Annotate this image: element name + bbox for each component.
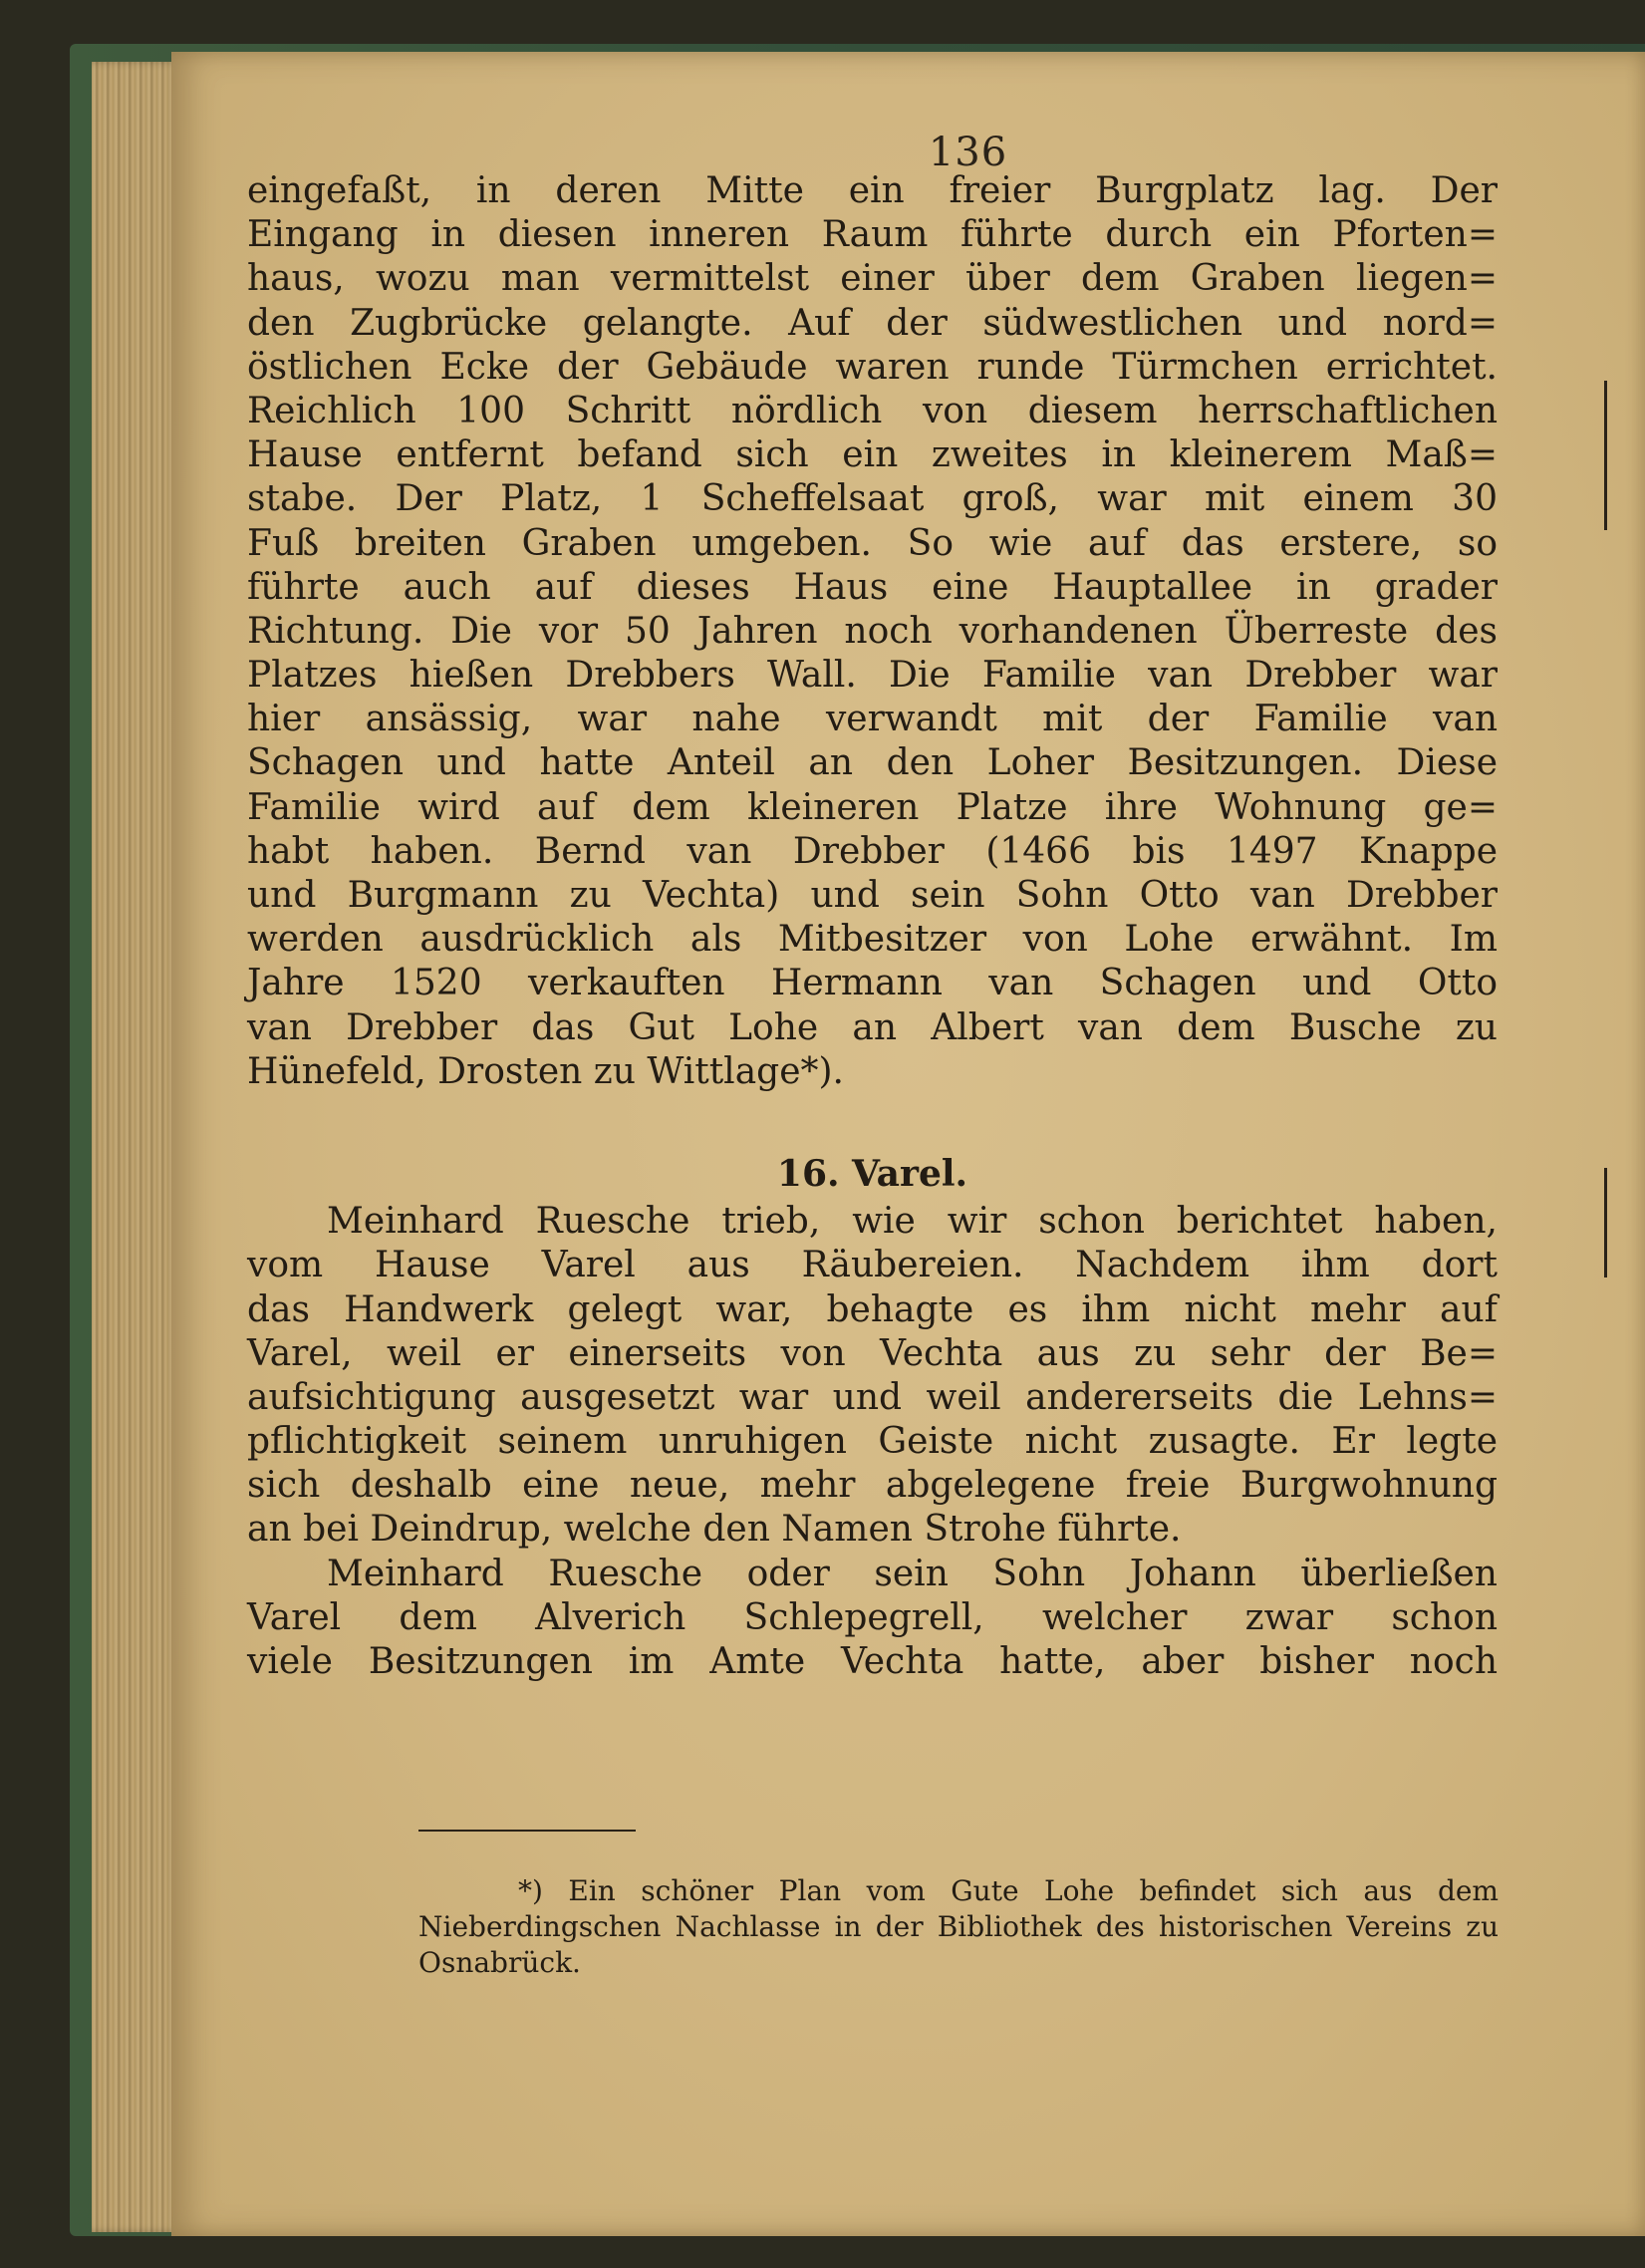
text-line: Eingang in diesen inneren Raum führte durch ein Pforten= (247, 214, 1498, 256)
text-line: Varel, weil er einerseits von Vechta aus zu sehr der Be= (247, 1332, 1498, 1374)
binding-mark (1604, 381, 1607, 530)
text-line: viele Besitzungen im Amte Vechta hatte, aber bisher noch (247, 1641, 1498, 1682)
text-line: Platzes hießen Drebbers Wall. Die Familie van Drebber war (247, 655, 1498, 697)
text-line: aufsichtigung ausgesetzt war und weil andererseits die Lehns= (247, 1376, 1498, 1418)
section-heading: 16. Varel. (776, 1152, 968, 1195)
text-line: Richtung. Die vor 50 Jahren noch vorhandenen Überreste des (247, 610, 1498, 652)
text-line: führte auch auf dieses Haus eine Hauptallee in grader (247, 566, 1498, 608)
text-line: den Zugbrücke gelangte. Auf der südwestlichen und nord= (247, 302, 1498, 344)
binding-mark (1604, 1168, 1607, 1277)
footnote (418, 1873, 1499, 1981)
text-line: östlichen Ecke der Gebäude waren runde Türmchen errichtet. (247, 346, 1498, 388)
text-line: Hause entfernt befand sich ein zweites in kleinerem Maß= (247, 434, 1498, 476)
text-line: werden ausdrücklich als Mitbesitzer von Lohe erwähnt. Im (247, 919, 1498, 961)
text-line: an bei Deindrup, welche den Namen Strohe führte. (247, 1509, 1182, 1551)
footnote-line: *) Ein schöner Plan vom Gute Lohe befindet sich aus dem (518, 1874, 1499, 1907)
text-line: van Drebber das Gut Lohe an Albert van dem Busche zu (247, 1006, 1498, 1048)
body-text (247, 169, 1498, 1684)
text-line: pflichtigkeit seinem unruhigen Geiste nicht zusagte. Er legte (247, 1421, 1498, 1463)
text-line: das Handwerk gelegt war, behagte es ihm nicht mehr auf (247, 1288, 1498, 1330)
footnote-line: Osnabrück. (418, 1946, 581, 1979)
text-line: und Burgmann zu Vechta) und sein Sohn Otto van Drebber (247, 875, 1498, 916)
text-line: hier ansässig, war nahe verwandt mit der Familie van (247, 699, 1498, 740)
text-line: Varel dem Alverich Schlepegrell, welcher zwar schon (247, 1596, 1498, 1638)
text-line: Fuß breiten Graben umgeben. So wie auf das erstere, so (247, 522, 1498, 564)
text-line: Familie wird auf dem kleineren Platze ihre Wohnung ge= (247, 786, 1498, 828)
text-line: Schagen und hatte Anteil an den Loher Besitzungen. Diese (247, 742, 1498, 784)
text-line: Meinhard Ruesche trieb, wie wir schon berichtet haben, (327, 1201, 1498, 1243)
text-line: Hünefeld, Drosten zu Wittlage*). (247, 1050, 844, 1092)
text-line: sich deshalb eine neue, mehr abgelegene freie Burgwohnung (247, 1465, 1498, 1507)
footnote-line: Nieberdingschen Nachlasse in der Bibliothek des historischen Vereins zu (418, 1910, 1499, 1943)
text-line: Reichlich 100 Schritt nördlich von diesem herrschaftlichen (247, 390, 1498, 431)
text-line: Meinhard Ruesche oder sein Sohn Johann überließen (327, 1553, 1498, 1594)
text-line: Jahre 1520 verkauften Hermann van Schagen und Otto (247, 963, 1498, 1004)
text-line: eingefaßt, in deren Mitte ein freier Burgplatz lag. Der (247, 170, 1498, 211)
footnote-divider (418, 1830, 636, 1832)
page-number: 136 (928, 130, 1008, 175)
text-line: vom Hause Varel aus Räubereien. Nachdem ihm dort (247, 1245, 1498, 1286)
page-edges (92, 62, 181, 2232)
text-line: habt haben. Bernd van Drebber (1466 bis 1497 Knappe (247, 830, 1498, 872)
text-line: stabe. Der Platz, 1 Scheffelsaat groß, war mit einem 30 (247, 478, 1498, 520)
text-line: haus, wozu man vermittelst einer über dem Graben liegen= (247, 258, 1498, 300)
